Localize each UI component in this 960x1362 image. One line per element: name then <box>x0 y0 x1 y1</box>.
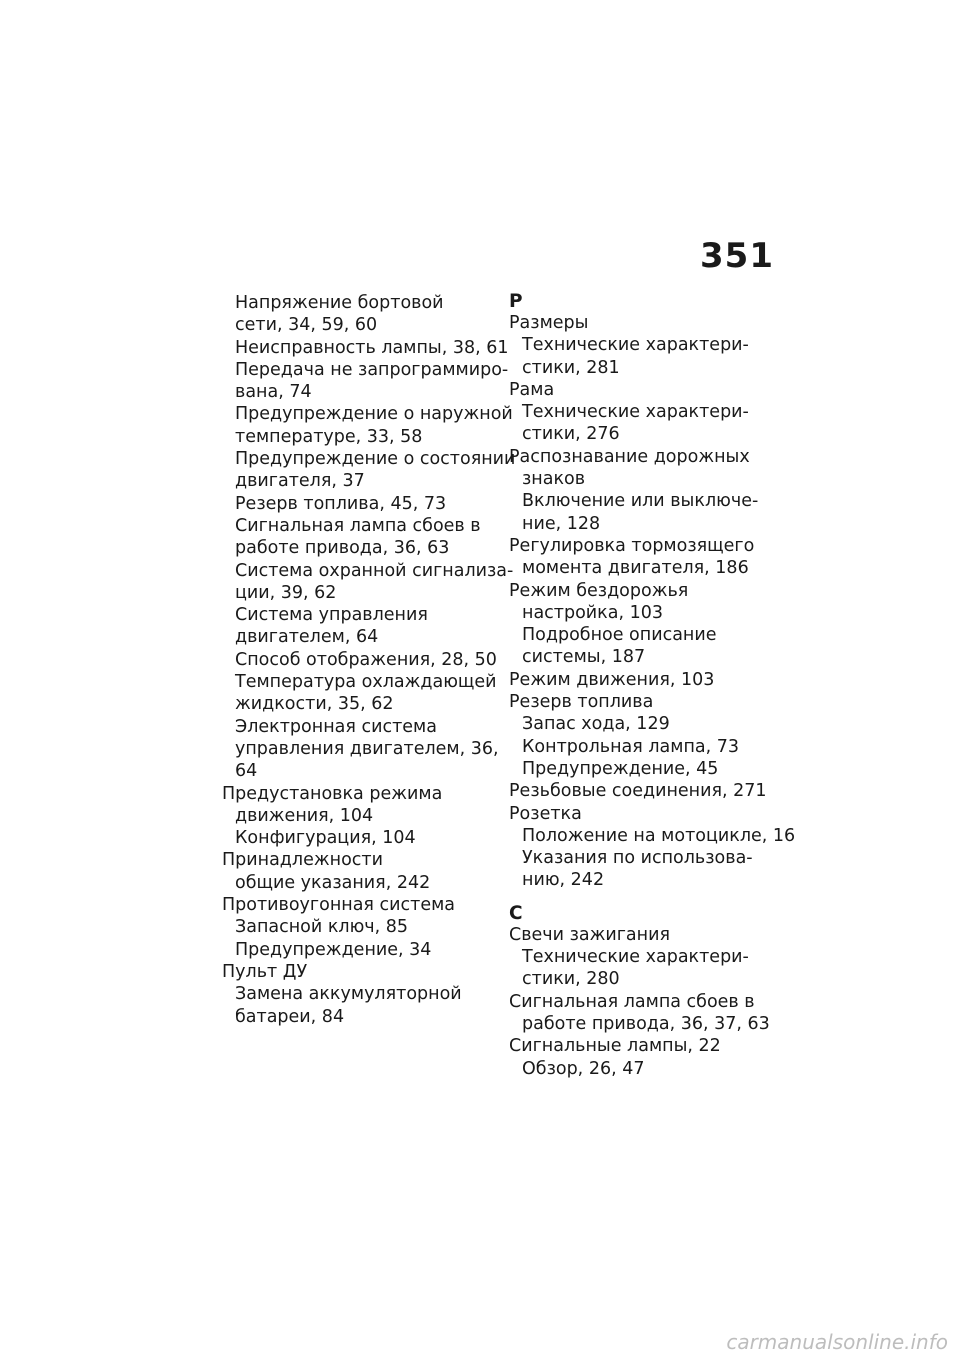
index-subentry <box>222 716 502 783</box>
index-entry-line: Замена аккумуляторной <box>235 984 462 1005</box>
index-entry-line: Способ отображения, 28, 50 <box>235 649 497 670</box>
index-subentry <box>222 448 516 493</box>
index-entry-line: работе привода, 36, 63 <box>235 538 450 559</box>
index-entry <box>509 691 779 713</box>
index-subentry <box>222 671 502 716</box>
index-entry-line: Запас хода, 129 <box>522 714 670 735</box>
index-entry <box>509 780 779 802</box>
index-subentry <box>509 847 779 892</box>
index-entry-line: ние, 128 <box>522 513 601 534</box>
index-entry-line: Контрольная лампа, 73 <box>522 736 740 757</box>
index-entry-line: Резерв топлива <box>509 692 654 713</box>
index-entry-line: вана, 74 <box>235 382 312 403</box>
index-entry-line: нию, 242 <box>522 870 605 891</box>
index-entry-line: Сигнальная лампа сбоев в <box>509 991 755 1012</box>
index-entry-line: Запасной ключ, 85 <box>235 917 409 938</box>
index-entry-line: Технические характери- <box>522 402 749 423</box>
index-subentry <box>222 916 502 938</box>
index-entry-line: Резьбовые соединения, 271 <box>509 781 767 802</box>
index-entry-line: момента двигателя, 186 <box>522 558 749 579</box>
index-entry-line: системы, 187 <box>522 647 646 668</box>
index-entry-line: Сигнальная лампа сбоев в <box>235 515 481 536</box>
index-entry-line: Система охранной сигнализа- <box>235 560 514 581</box>
index-entry <box>509 803 779 825</box>
index-entry-line: стики, 281 <box>522 357 620 378</box>
index-entry-line: работе привода, 36, 37, 63 <box>522 1013 770 1034</box>
index-subentry <box>222 292 502 337</box>
index-subentry <box>509 1058 779 1080</box>
index-entry-line: жидкости, 35, 62 <box>235 694 394 715</box>
index-entry <box>509 535 779 557</box>
index-subentry <box>509 713 779 735</box>
index-entry-line: Предупреждение о состоянии <box>235 449 516 470</box>
index-entry-line: знаков <box>522 469 586 490</box>
index-entry <box>509 991 779 1013</box>
index-entry-line: Свечи зажигания <box>509 924 671 945</box>
index-subentry <box>509 624 779 669</box>
index-entry <box>509 924 779 946</box>
index-subentry <box>509 490 779 535</box>
index-entry-line: Пульт ДУ <box>222 961 308 982</box>
index-subentry <box>222 359 509 404</box>
index-subentry <box>509 1013 779 1035</box>
index-subentry <box>222 560 514 605</box>
index-entry-line: Напряжение бортовой <box>235 293 444 313</box>
index-entry-line: Обзор, 26, 47 <box>522 1058 645 1079</box>
index-subentry <box>222 827 502 849</box>
index-entry-line: стики, 280 <box>522 969 620 990</box>
index-subentry <box>222 805 502 827</box>
index-column-right <box>509 291 796 1080</box>
index-entry <box>509 580 779 602</box>
index-entry-line: 64 <box>235 761 258 782</box>
index-subentry <box>509 736 779 758</box>
index-entry-line: Положение на мотоцикле, 16 <box>522 825 796 846</box>
index-entry-line: Резерв топлива, 45, 73 <box>235 493 447 514</box>
index-subentry <box>509 468 779 490</box>
index-entry-line: сети, 34, 59, 60 <box>235 315 378 336</box>
index-subentry <box>222 403 513 448</box>
index-subentry <box>222 872 502 894</box>
index-entry-line: Неисправность лампы, 38, 61 <box>235 337 509 358</box>
index-entry-line: Рама <box>509 379 555 400</box>
index-entry-line: Регулировка тормозящего <box>509 535 755 556</box>
index-subentry <box>222 515 502 560</box>
index-subentry <box>509 401 779 446</box>
index-entry-line: Подробное описание <box>522 625 717 646</box>
index-entry <box>509 1035 779 1057</box>
index-entry-line: Противоугонная система <box>222 895 456 916</box>
index-entry-line: настройка, 103 <box>522 602 663 623</box>
index-entry-line: Включение или выключе- <box>522 491 759 512</box>
index-subentry <box>222 939 502 961</box>
index-entry-line: Электронная система <box>235 716 437 737</box>
index-entry-line: двигателем, 64 <box>235 627 379 648</box>
index-entry <box>509 446 779 468</box>
index-entry-line: Технические характери- <box>522 947 749 968</box>
index-entry <box>222 783 502 805</box>
index-column-left <box>222 292 516 1028</box>
index-entry-line: температуре, 33, 58 <box>235 426 423 447</box>
index-subentry <box>509 825 796 847</box>
index-entry-line: Розетка <box>509 803 582 824</box>
index-subentry <box>509 602 779 624</box>
index-entry <box>222 961 502 983</box>
index-subentry <box>222 983 502 1028</box>
index-entry-line: Режим движения, 103 <box>509 669 715 690</box>
index-entry-line: общие указания, 242 <box>235 872 431 893</box>
index-entry-line: Передача не запрограммиро- <box>235 359 509 380</box>
index-entry-line: Температура охлаждающей <box>235 672 497 693</box>
index-entry-line: Сигнальные лампы, 22 <box>509 1036 721 1057</box>
index-subentry <box>509 557 779 579</box>
index-subentry <box>222 493 502 515</box>
index-subentry <box>509 758 779 780</box>
index-entry-line: Принадлежности <box>222 850 383 871</box>
index-entry-line: стики, 276 <box>522 424 620 445</box>
index-entry <box>509 379 779 401</box>
index-entry-line: Размеры <box>509 313 589 333</box>
index-entry-line: двигателя, 37 <box>235 471 365 492</box>
index-entry-line: Предупреждение, 45 <box>522 758 719 779</box>
index-entry-line: Технические характери- <box>522 335 749 356</box>
index-entry-line: движения, 104 <box>235 805 374 826</box>
index-entry-line: Конфигурация, 104 <box>235 828 416 849</box>
page-number: 351 <box>700 236 774 276</box>
index-entry-line: Предупреждение, 34 <box>235 939 432 960</box>
index-entry <box>222 894 502 916</box>
index-entry-line: Распознавание дорожных <box>509 446 750 467</box>
index-entry-line: ции, 39, 62 <box>235 582 337 603</box>
index-entry-line: Предустановка режима <box>222 783 443 804</box>
index-entry-line: Система управления <box>235 605 428 626</box>
index-subentry <box>509 946 779 991</box>
index-entry <box>222 849 502 871</box>
index-entry-line: Режим бездорожья <box>509 580 689 601</box>
index-subentry <box>222 337 509 359</box>
index-subentry <box>222 604 502 649</box>
index-entry-line: Указания по использова- <box>522 848 753 869</box>
section-letter: С <box>509 902 523 924</box>
watermark-text: carmanualsonline.info <box>726 1330 948 1354</box>
section-letter: Р <box>509 291 523 312</box>
index-subentry <box>222 649 502 671</box>
index-subentry <box>509 334 779 379</box>
index-entry-line: батареи, 84 <box>235 1006 345 1027</box>
index-entry <box>509 669 779 691</box>
index-entry-line: Предупреждение о наружной <box>235 404 513 425</box>
index-entry <box>509 312 779 334</box>
index-entry-line: управления двигателем, 36, <box>235 738 499 759</box>
